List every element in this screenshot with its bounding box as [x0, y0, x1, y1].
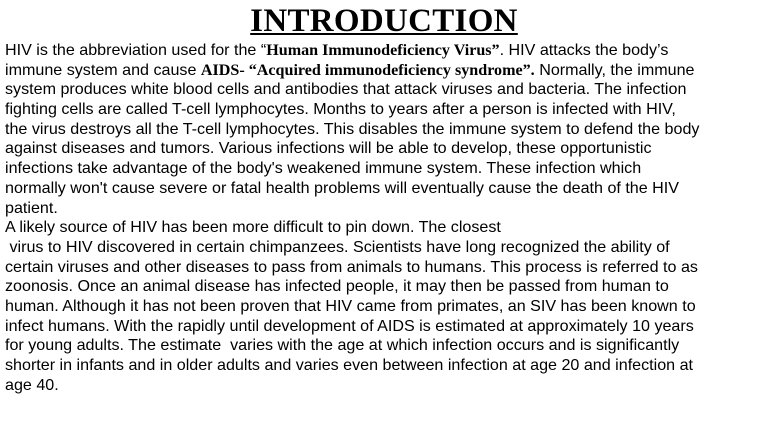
text-line: zoonosis. Once an animal disease has infected people, it may then be passed from human to	[5, 277, 669, 296]
text-line	[5, 61, 767, 81]
text-line: patient.	[5, 198, 58, 217]
text-run: Normally, the immune	[534, 60, 695, 79]
bold-term-hiv: Human Immunodeficiency Virus”	[266, 42, 500, 59]
text-line: normally won't cause severe or fatal health problems will eventually cause the death of the HIV	[5, 178, 680, 197]
paragraph-hiv-origin	[5, 218, 767, 395]
slide-title	[0, 2, 768, 40]
text-line: virus to HIV discovered in certain chimpanzees. Scientists have long recognized the ability of	[5, 237, 670, 256]
text-line: human. Although it has not been proven that HIV came from primates, an SIV has been known to	[5, 296, 696, 315]
text-line: against diseases and tumors. Various infections will be able to develop, these opportunistic	[5, 139, 652, 158]
text-run: immune system and cause	[5, 60, 201, 79]
text-run: HIV is the abbreviation used for the “	[5, 41, 267, 59]
text-run: . HIV attacks the body’s	[499, 41, 669, 59]
text-line: fighting cells are called T-cell lymphocytes. Months to years after a person is infected with HIV,	[5, 100, 676, 119]
text-line: age 40.	[5, 375, 59, 394]
text-line: the virus destroys all the T-cell lymphocytes. This disables the immune system to defend the body	[5, 119, 700, 138]
text-line: for young adults. The estimate varies with the age at which infection occurs and is significantly	[5, 336, 680, 355]
bold-term-aids: AIDS- “Acquired immunodeficiency syndrome”.	[200, 61, 535, 79]
text-line: system produces white blood cells and antibodies that attack viruses and bacteria. The infection	[5, 80, 687, 99]
slide-title-text: INTRODUCTION	[250, 3, 518, 39]
slide-body	[5, 41, 767, 395]
text-line	[5, 41, 767, 61]
text-line: shorter in infants and in older adults and varies even between infection at age 20 and infection at	[5, 356, 694, 374]
text-line: certain viruses and other diseases to pass from animals to humans. This process is referred to as	[5, 257, 698, 276]
text-line: infect humans. With the rapidly until development of AIDS is estimated at approximately 10 years	[5, 316, 694, 335]
paragraph-hiv-definition	[5, 41, 767, 218]
text-line: A likely source of HIV has been more difficult to pin down. The closest	[5, 218, 501, 237]
text-line: infections take advantage of the body's weakened immune system. These infection which	[5, 159, 642, 178]
